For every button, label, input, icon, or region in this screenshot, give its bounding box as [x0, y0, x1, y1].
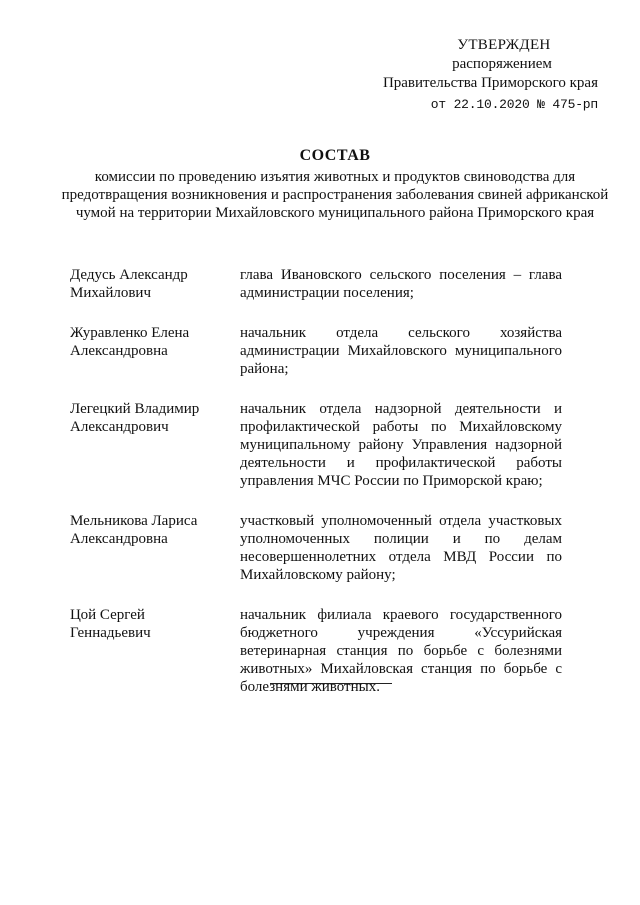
member-name: Журавленко Елена Александровна: [70, 325, 190, 359]
member-row: [70, 266, 562, 302]
document-subtitle: комиссии по проведению изъятия животных и продуктов свиноводства для предотвращения возникновения и распространения заболевания свиней африканской чумой на территории Михайловского муниципального района Приморского края: [61, 169, 609, 221]
member-name: Дедусь Александр Михайлович: [70, 267, 188, 301]
member-name: Цой Сергей Геннадьевич: [70, 607, 151, 641]
commission-members-list: [70, 266, 562, 696]
member-role: начальник отдела надзорной деятельности и профилактической работы по Михайловскому муниципальному району Управления надзорной деятельности и профилактической работы управления МЧС России по Приморской краю;: [240, 401, 562, 489]
member-role: глава Ивановского сельского поселения – глава администрации поселения;: [240, 267, 562, 301]
approval-block: [358, 36, 598, 114]
closing-divider: [270, 683, 392, 684]
member-role: начальник отдела сельского хозяйства администрации Михайловского муниципального района;: [240, 325, 562, 377]
member-name: Легецкий Владимир Александрович: [70, 401, 200, 435]
document-title: СОСТАВ: [299, 147, 371, 164]
member-role: начальник филиала краевого государственного бюджетного учреждения «Уссурийская ветеринарная станция по борьбе с болезнями животных» Михайловская станция по борьбе с болезнями животных.: [240, 607, 562, 695]
member-row: [70, 512, 562, 584]
member-role: участковый уполномоченный отдела участковых уполномоченных полиции и по делам несовершеннолетних отдела МВД России по Михайловскому району;: [240, 513, 562, 583]
approval-order-label: распоряжением: [452, 56, 552, 72]
member-row: [70, 400, 562, 490]
approval-issuer: Правительства Приморского края: [382, 75, 598, 91]
document-heading: [60, 146, 610, 222]
approval-title: УТВЕРЖДЕН: [457, 37, 551, 53]
member-row: [70, 324, 562, 378]
member-name: Мельникова Лариса Александровна: [70, 513, 198, 547]
approval-date-number: от 22.10.2020 № 475-рп: [430, 97, 598, 112]
